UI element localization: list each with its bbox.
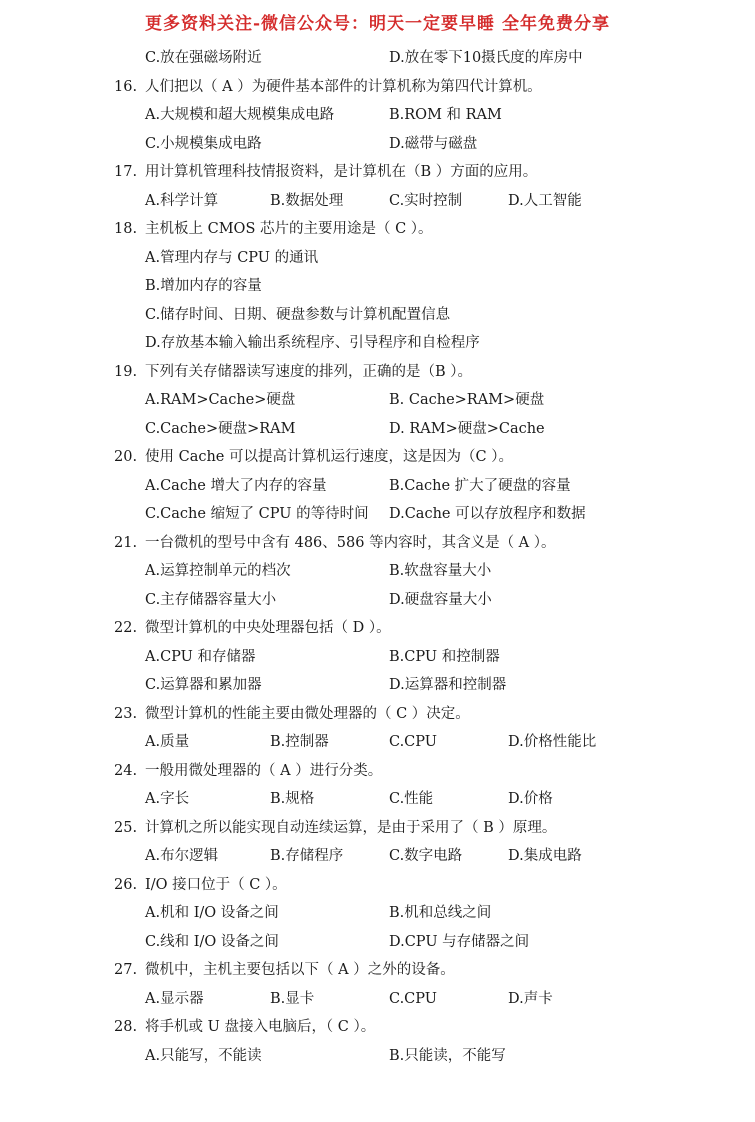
question-text: 主机板上 CMOS 芯片的主要用途是（ C ）。 [145,221,433,237]
question-text: I/O 接口位于（ C ）。 [145,876,287,893]
question-row [0,700,755,729]
option-text: D.CPU 与存储器之间 [389,933,530,950]
option-text: B.Cache 扩大了硬盘的容量 [389,477,571,494]
question-row [0,529,755,558]
option-text: C.性能 [389,791,434,807]
question-number: 21. [114,534,138,551]
option-row [0,101,755,130]
option-row [0,329,755,358]
option-text: B.CPU 和控制器 [389,648,500,665]
question-number: 26. [114,876,138,893]
option-row [0,557,755,586]
question-row [0,871,755,900]
question-row [0,443,755,472]
question-number: 25. [114,819,138,836]
question-text: 下列有关存储器读写速度的排列，正确的是（B ）。 [145,363,473,380]
question-list [0,44,755,1070]
option-text: B.显卡 [270,990,315,1007]
option-row [0,386,755,415]
option-row [0,272,755,301]
option-text: D.Cache 可以存放程序和数据 [389,506,586,522]
option-text: B.存储程序 [270,848,344,864]
option-text: B.控制器 [270,734,329,750]
question-text: 使用 Cache 可以提高计算机运行速度，这是因为（C ）。 [145,449,513,465]
option-row [0,643,755,672]
option-text: B.增加内存的容量 [145,278,262,294]
option-text: A.质量 [145,734,190,750]
question-row [0,956,755,985]
option-text: D. RAM>硬盘>Cache [389,420,545,437]
option-text: A.大规模和超大规模集成电路 [145,107,335,123]
option-text: B.软盘容量大小 [389,563,492,579]
header-banner: 更多资料关注-微信公众号：明天一定要早睡 全年免费分享 [145,14,610,34]
option-row [0,785,755,814]
option-text: C.运算器和累加器 [145,677,262,693]
option-text: A.显示器 [145,990,204,1007]
option-text: A.RAM>Cache>硬盘 [145,392,296,408]
option-text: A.运算控制单元的档次 [145,563,291,579]
option-row [0,472,755,501]
option-text: C.CPU [389,990,438,1007]
option-text: C.Cache>硬盘>RAM [145,420,296,437]
question-text: 计算机之所以能实现自动连续运算，是由于采用了（ B ）原理。 [145,819,557,836]
question-row [0,358,755,387]
option-text: C.放在强磁场附近 [145,50,262,66]
option-row [0,928,755,957]
option-text: A.机和 I/O 设备之间 [145,905,279,921]
option-text: C.CPU [389,734,438,750]
question-row [0,1013,755,1042]
option-text: D.硬盘容量大小 [389,591,492,608]
option-text: B. Cache>RAM>硬盘 [389,392,545,408]
option-text: B.ROM 和 RAM [389,107,502,123]
option-row [0,899,755,928]
question-row [0,757,755,786]
option-text: C.数字电路 [389,848,463,864]
question-text: 微型计算机的中央处理器包括（ D ）。 [145,620,391,636]
question-text: 将手机或 U 盘接入电脑后，（ C ）。 [145,1019,376,1035]
question-text: 微机中，主机主要包括以下（ A ）之外的设备。 [145,962,455,978]
question-number: 16. [114,78,138,95]
option-text: A.只能写，不能读 [145,1047,262,1064]
option-row [0,244,755,273]
option-row [0,44,755,73]
option-text: A.Cache 增大了内存的容量 [145,477,327,494]
option-text: A.布尔逻辑 [145,848,219,864]
question-number: 19. [114,363,138,380]
question-row [0,614,755,643]
option-text: D.运算器和控制器 [389,677,507,693]
option-text: D.人工智能 [508,192,582,209]
option-text: A.管理内存与 CPU 的通讯 [145,249,319,266]
question-row [0,73,755,102]
option-row [0,130,755,159]
option-text: C.主存储器容量大小 [145,591,277,608]
option-text: D.放在零下10摄氏度的库房中 [389,50,583,66]
question-row [0,158,755,187]
option-text: A.字长 [145,791,190,807]
option-text: D.价格性能比 [508,734,597,750]
option-row [0,985,755,1014]
option-text: A.科学计算 [145,192,219,209]
option-text: B.机和总线之间 [389,905,492,921]
option-row [0,842,755,871]
option-text: A.CPU 和存储器 [145,648,256,665]
question-number: 28. [114,1019,138,1035]
option-text: C.储存时间、日期、硬盘参数与计算机配置信息 [145,306,451,323]
option-row [0,586,755,615]
question-number: 23. [114,705,138,722]
option-text: C.Cache 缩短了 CPU 的等待时间 [145,506,369,522]
question-text: 微型计算机的性能主要由微处理器的（ C ）决定。 [145,705,470,722]
question-text: 一台微机的型号中含有 486、586 等内容时，其含义是（ A ）。 [145,534,556,551]
option-text: D.磁带与磁盘 [389,135,478,152]
question-number: 20. [114,449,138,465]
question-number: 27. [114,962,138,978]
option-text: C.实时控制 [389,192,463,209]
option-text: D.声卡 [508,990,553,1007]
option-text: B.数据处理 [270,192,344,209]
option-row [0,415,755,444]
question-row [0,814,755,843]
option-text: D.集成电路 [508,848,582,864]
option-text: D.存放基本输入输出系统程序、引导程序和自检程序 [145,335,480,351]
option-row [0,500,755,529]
question-number: 22. [114,620,138,636]
option-row [0,301,755,330]
question-text: 用计算机管理科技情报资料，是计算机在（B ）方面的应用。 [145,164,538,180]
option-text: C.小规模集成电路 [145,135,262,152]
question-number: 24. [114,762,138,779]
option-text: C.线和 I/O 设备之间 [145,933,279,950]
question-number: 17. [114,164,138,180]
option-text: D.价格 [508,791,553,807]
option-text: B.只能读，不能写 [389,1047,506,1064]
option-text: B.规格 [270,791,315,807]
option-row [0,728,755,757]
question-number: 18. [114,221,138,237]
option-row [0,671,755,700]
option-row [0,187,755,216]
question-text: 人们把以（ A ）为硬件基本部件的计算机称为第四代计算机。 [145,78,542,95]
question-text: 一般用微处理器的（ A ）进行分类。 [145,762,383,779]
option-row [0,1042,755,1071]
question-row [0,215,755,244]
